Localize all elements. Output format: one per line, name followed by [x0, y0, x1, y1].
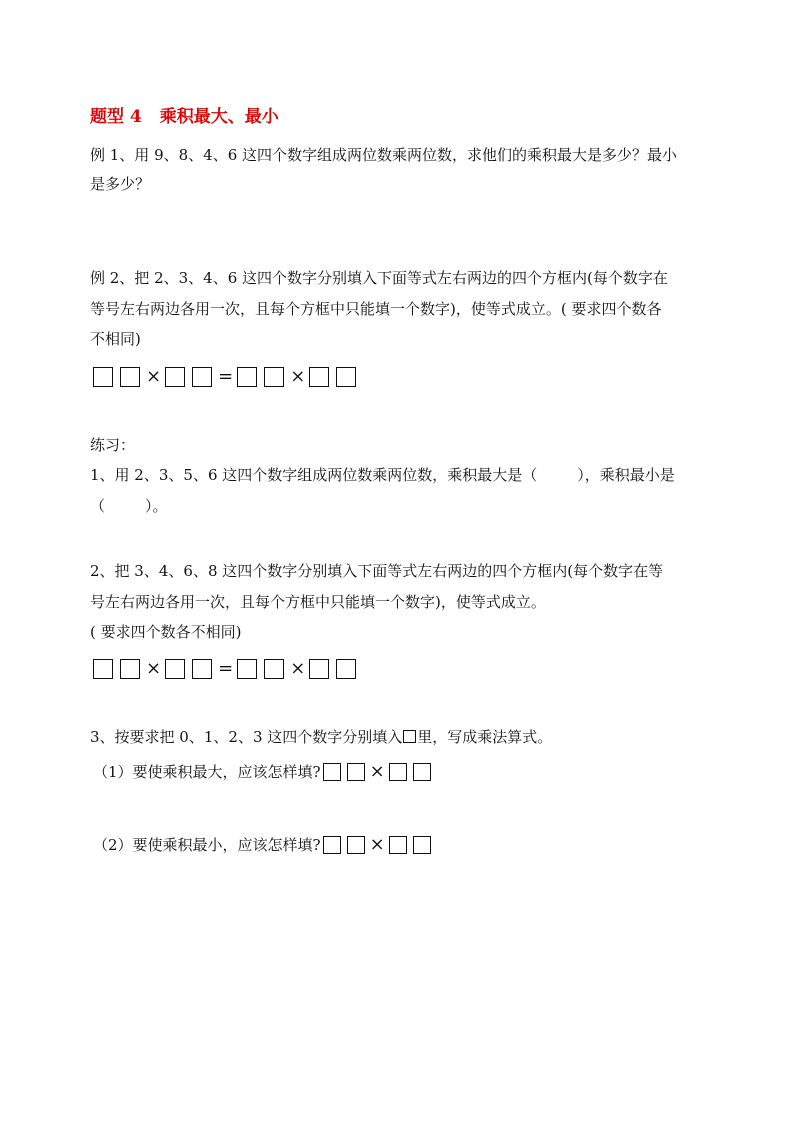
practice-q3-part2	[93, 835, 437, 855]
inline-box-icon	[403, 730, 416, 743]
example2-equation	[93, 367, 363, 387]
answer-box[interactable]	[336, 659, 356, 679]
example1-line1: 例 1、用 9、8、4、6 这四个数字组成两位数乘两位数，求他们的乘积最大是多少？最小	[90, 146, 678, 164]
practice-q1-text-c: （	[90, 497, 106, 515]
practice-q1-text-b: ），乘积最小是	[577, 466, 675, 484]
answer-box[interactable]	[237, 659, 257, 679]
answer-box[interactable]	[389, 763, 407, 781]
times-sign: ×	[369, 834, 385, 855]
answer-box[interactable]	[120, 659, 140, 679]
answer-box[interactable]	[165, 659, 185, 679]
practice-q2-line3: ( 要求四个数各不相同)	[90, 623, 242, 641]
answer-box[interactable]	[347, 836, 365, 854]
example2-line3: 不相同)	[90, 330, 141, 348]
practice-q3-text-b: 里，写成乘法算式。	[417, 728, 553, 746]
answer-box[interactable]	[192, 367, 212, 387]
answer-box[interactable]	[323, 836, 341, 854]
practice-heading: 练习：	[90, 436, 136, 454]
times-sign: ×	[290, 658, 306, 679]
answer-box[interactable]	[165, 367, 185, 387]
section-title-main: 题型 4	[90, 107, 142, 127]
answer-box[interactable]	[93, 659, 113, 679]
times-sign: ×	[146, 658, 162, 679]
practice-q1-line1	[90, 465, 675, 485]
answer-box[interactable]	[93, 367, 113, 387]
practice-q1-line2	[90, 496, 168, 516]
answer-box[interactable]	[323, 763, 341, 781]
example1-line2: 是多少？	[90, 175, 151, 193]
practice-q3-part2-label: （2）要使乘积最小，应该怎样填?	[93, 836, 321, 854]
answer-box[interactable]	[237, 367, 257, 387]
practice-q3-part1	[93, 762, 437, 782]
section-title	[90, 106, 279, 128]
practice-q2-line2: 号左右两边各用一次，且每个方框中只能填一个数字)，使等式成立。	[90, 593, 546, 611]
example2-line1: 例 2、把 2、3、4、6 这四个数字分别填入下面等式左右两边的四个方框内(每个数字在	[90, 269, 668, 287]
answer-box[interactable]	[389, 836, 407, 854]
answer-box[interactable]	[347, 763, 365, 781]
answer-box[interactable]	[264, 659, 284, 679]
practice-q3-part1-label: （1）要使乘积最大，应该怎样填?	[93, 763, 321, 781]
answer-box[interactable]	[413, 763, 431, 781]
practice-q3-text-a: 3、按要求把 0、1、2、3 这四个数字分别填入	[90, 728, 403, 746]
times-sign: ×	[369, 761, 385, 782]
times-sign: ×	[290, 366, 306, 387]
answer-box[interactable]	[264, 367, 284, 387]
practice-q1-text-a: 1、用 2、3、5、6 这四个数字组成两位数乘两位数，乘积最大是（	[90, 466, 538, 484]
example2-line2: 等号左右两边各用一次，且每个方框中只能填一个数字)，使等式成立。( 要求四个数各	[90, 300, 662, 318]
practice-q3-line1	[90, 727, 552, 747]
answer-box[interactable]	[192, 659, 212, 679]
practice-q2-line1: 2、把 3、4、6、8 这四个数字分别填入下面等式左右两边的四个方框内(每个数字在等	[90, 562, 664, 580]
answer-box[interactable]	[309, 367, 329, 387]
answer-box[interactable]	[309, 659, 329, 679]
practice-q2-equation	[93, 659, 363, 679]
practice-q1-text-d: ）。	[145, 497, 168, 515]
equals-sign: =	[218, 658, 234, 679]
times-sign: ×	[146, 366, 162, 387]
answer-box[interactable]	[413, 836, 431, 854]
equals-sign: =	[218, 366, 234, 387]
section-title-sub: 乘积最大、最小	[159, 107, 279, 127]
answer-box[interactable]	[336, 367, 356, 387]
answer-box[interactable]	[120, 367, 140, 387]
